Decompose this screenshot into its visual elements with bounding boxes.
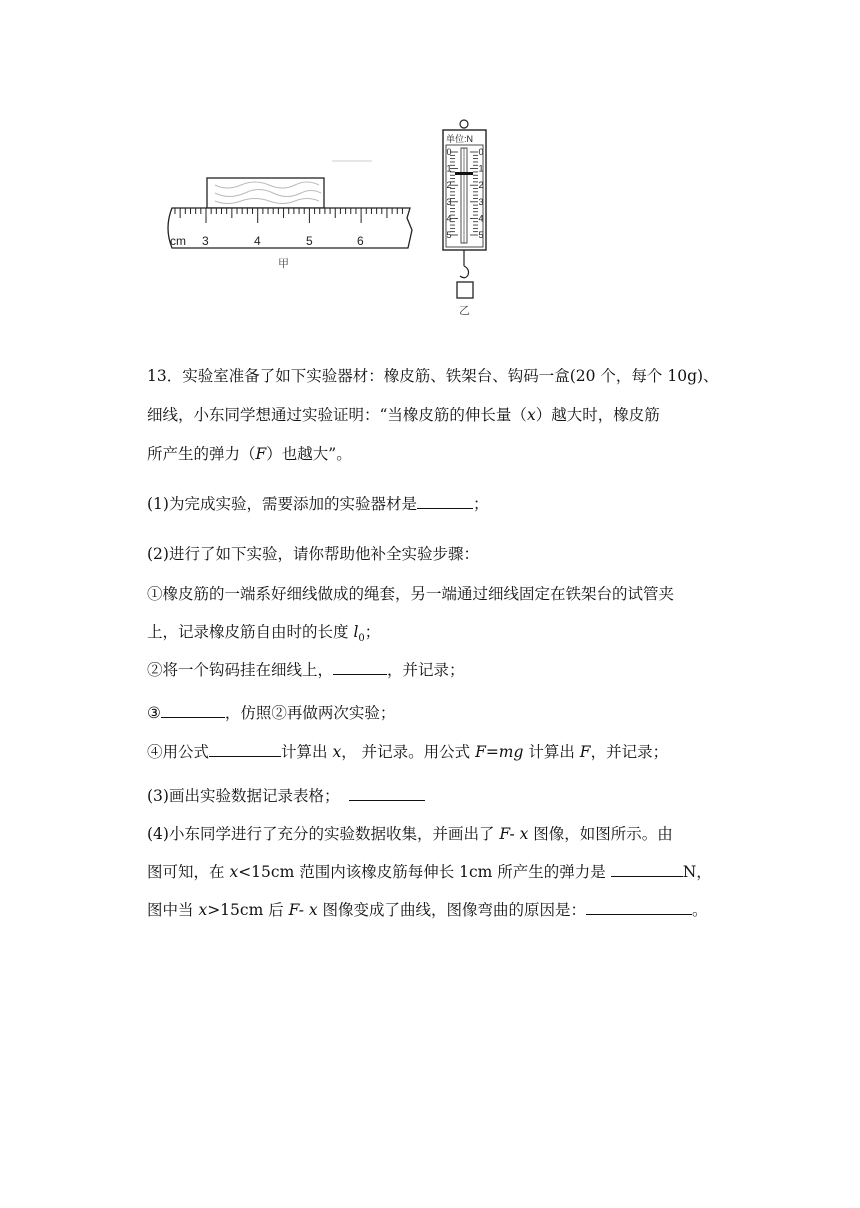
answer-blank-1[interactable] [417,494,473,509]
answer-blank-6[interactable] [611,862,683,877]
step-3: ③ ，仿照②再做两次实验； [147,704,396,722]
scale-label-right: 4 [478,213,484,224]
scale-label-right: 5 [478,230,484,240]
question-intro-line-3: 所产生的弹力（F）也越大”。 [147,445,352,463]
scale-unit-label: 单位:N [446,134,474,144]
weight-block [457,282,473,298]
scale-label-right: 0 [478,147,484,157]
scale-label-right: 2 [478,180,484,191]
ruler-tick-label-6: 6 [357,234,364,248]
scale-label-left: 1 [446,163,452,174]
question-intro-line-2: 细线，小东同学想通过实验证明：“当橡皮筋的伸长量（x）越大时，橡皮筋 [147,406,660,424]
part-2: (2)进行了如下实验，请你帮助他补全实验步骤： [147,545,479,563]
answer-blank-4[interactable] [209,742,281,757]
scale-label-right: 3 [478,196,484,207]
step-4: ④用公式 计算出 x， 并记录。用公式 F=mg 计算出 F，并记录； [147,743,669,761]
step-1-line-1: ①橡皮筋的一端系好细线做成的绳套，另一端通过细线固定在铁架台的试管夹 [147,585,675,603]
answer-blank-2[interactable] [333,660,387,675]
scale-label-left: 2 [446,180,452,191]
figure-caption-jia: 甲 [278,258,289,270]
figure-spring-scale [430,118,500,318]
scale-label-left: 4 [446,213,452,224]
question-number: 13 [147,367,167,385]
part-4-line-3: 图中当 x>15cm 后 F- x 图像变成了曲线，图像弯曲的原因是： 。 [147,901,708,919]
ruler-tick-label-3: 3 [202,234,209,248]
part-1: (1)为完成实验，需要添加的实验器材是 ； [147,495,489,513]
answer-blank-5[interactable] [349,786,425,801]
scale-label-left: 5 [446,230,452,240]
part-4-line-2: 图可知，在 x<15cm 范围内该橡皮筋每伸长 1cm 所产生的弹力是 N， [147,863,712,881]
step-1-line-2: 上，记录橡皮筋自由时的长度 $l_0$； [147,623,381,645]
ruler-unit-label: cm [170,234,186,248]
answer-blank-7[interactable] [586,900,692,915]
scale-label-right: 1 [478,163,484,174]
step-2: ②将一个钩码挂在细线上， ，并记录； [147,661,465,679]
part-4-line-1: (4)小东同学进行了充分的实验数据收集，并画出了 F- x 图像，如图所示。由 [147,825,673,843]
question-intro-line-1: 13．实验室准备了如下实验器材：橡皮筋、铁架台、钩码一盒(20 个，每个 10g)、 [147,367,719,385]
answer-blank-3[interactable] [161,703,225,718]
part-3: (3)画出实验数据记录表格； [147,786,425,806]
scale-label-left: 0 [446,147,452,157]
figure-caption-yi: 乙 [459,305,470,317]
ruler-tick-label-4: 4 [254,234,261,248]
ruler-tick-label-5: 5 [306,234,313,248]
scale-pointer [455,172,473,175]
figure-ruler [160,150,420,275]
scale-label-left: 3 [446,196,452,207]
wooden-block [207,178,324,208]
